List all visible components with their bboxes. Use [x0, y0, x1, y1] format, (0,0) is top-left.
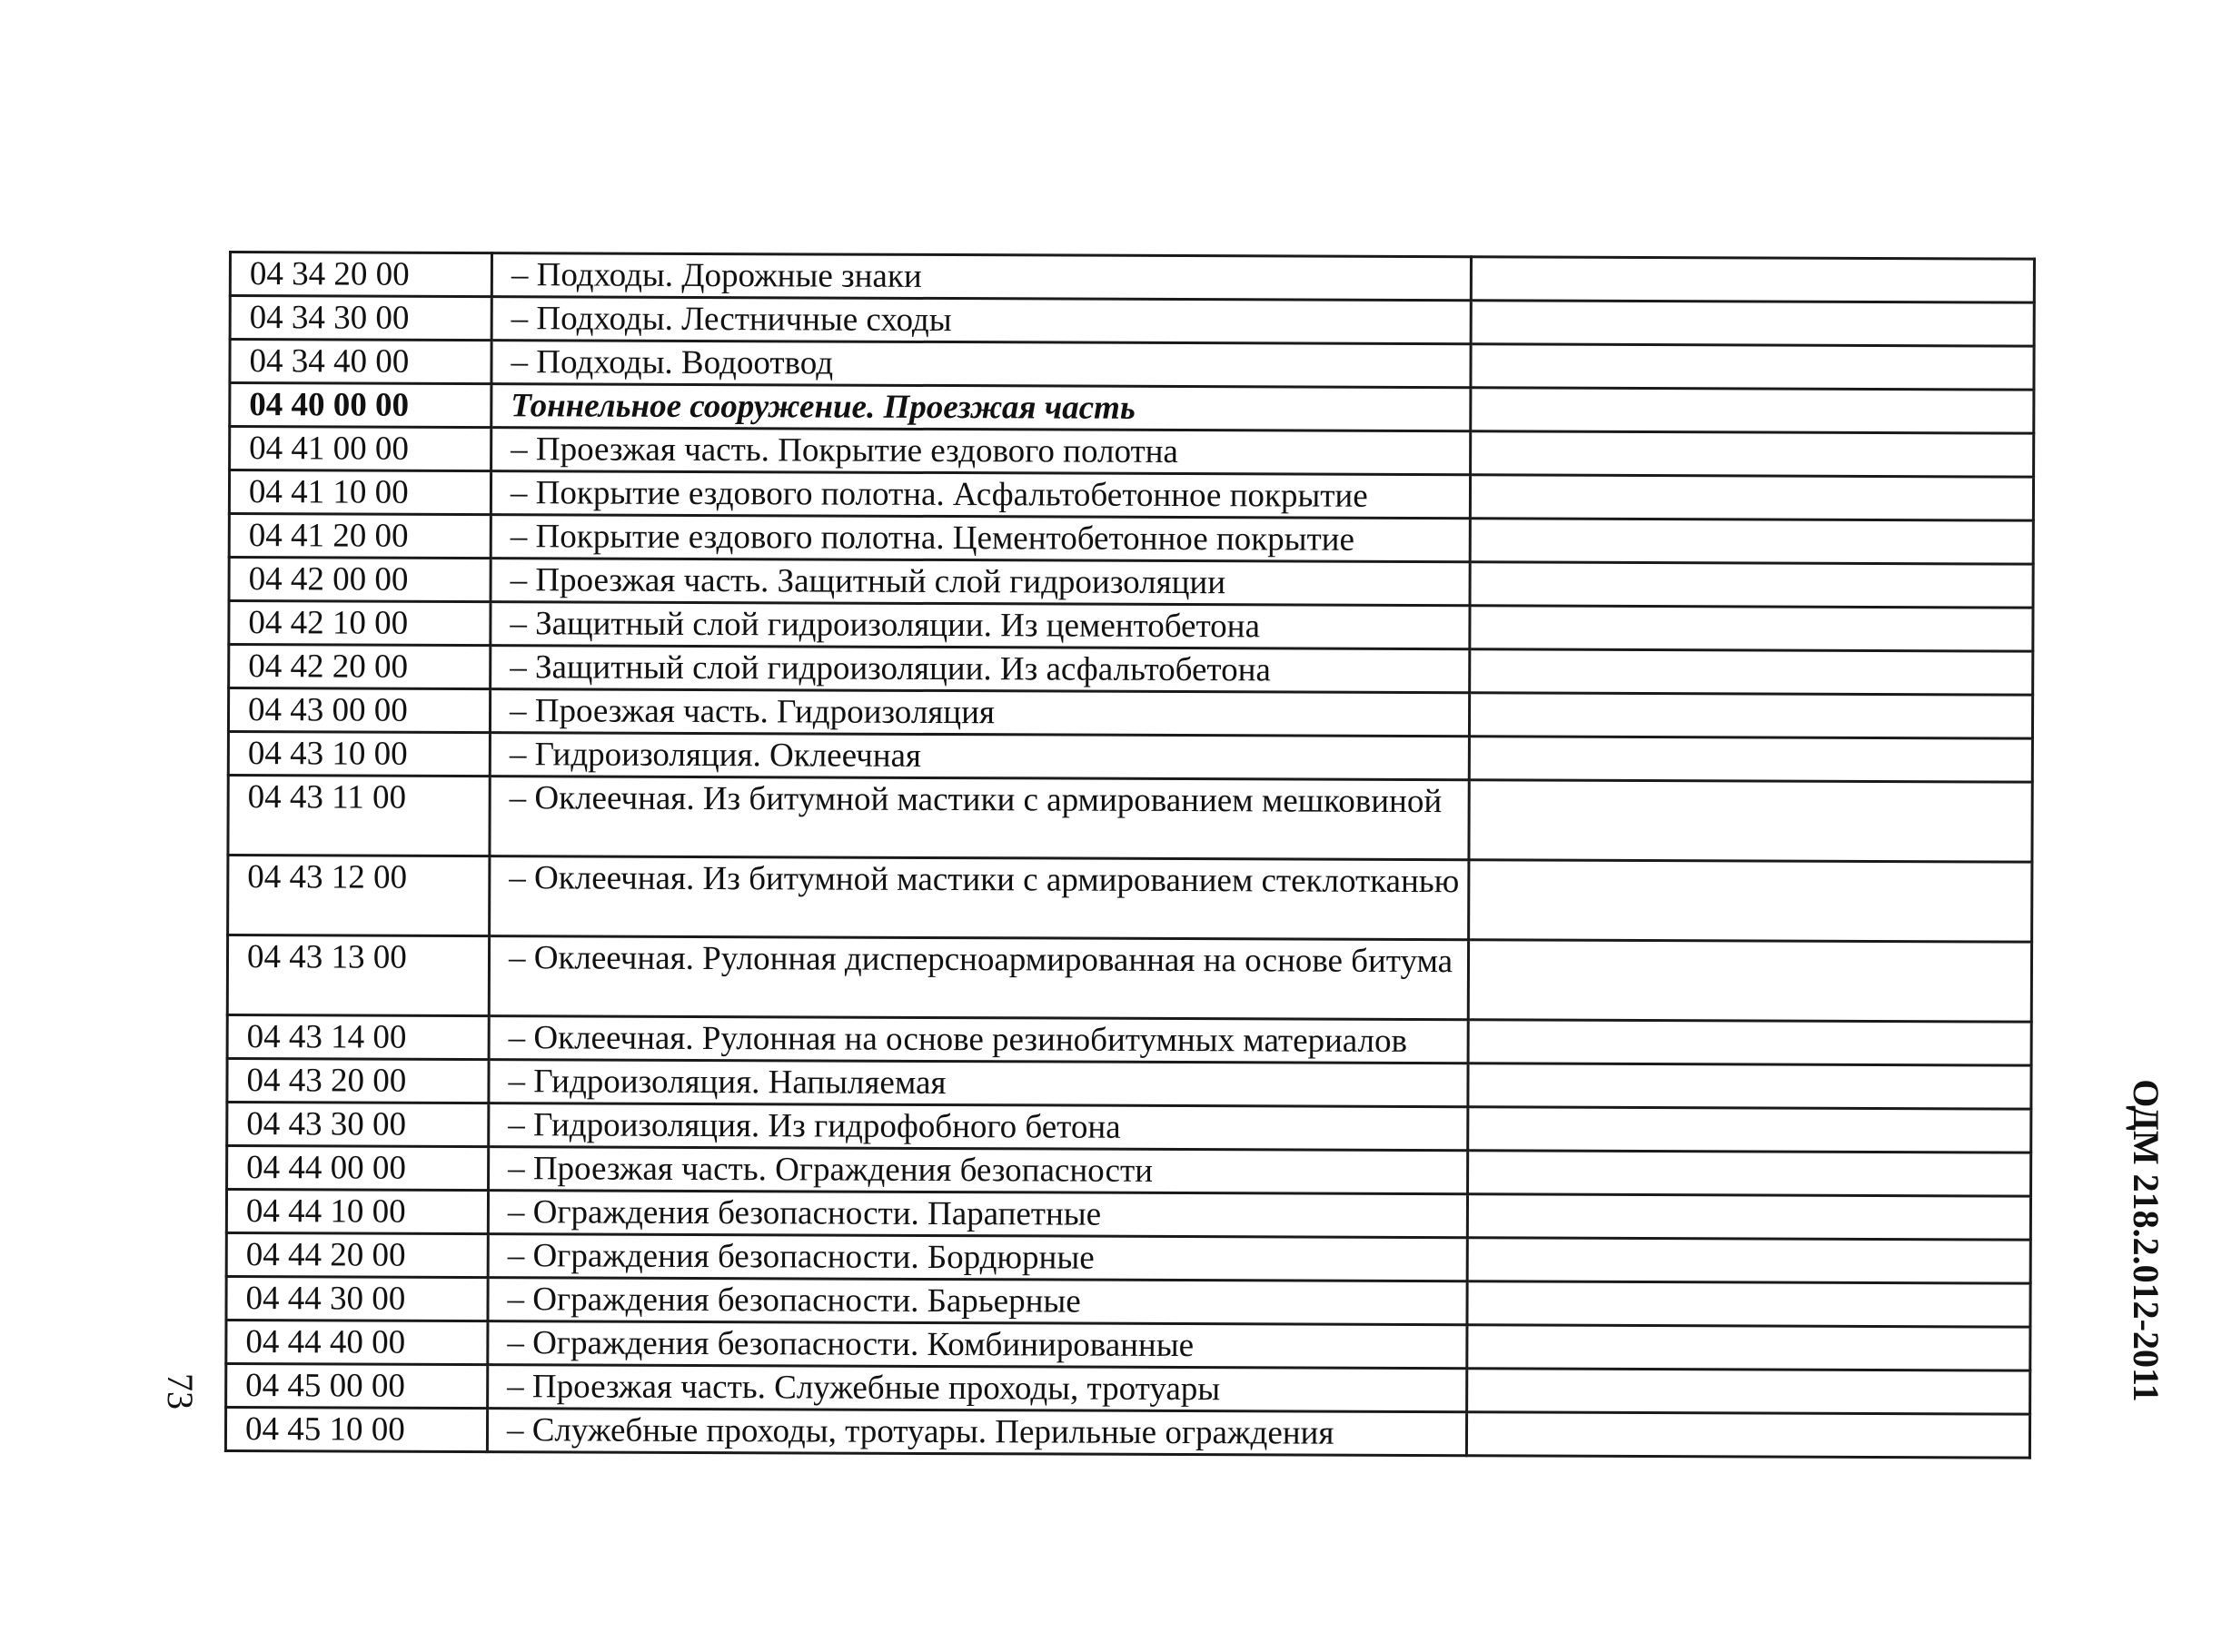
- row-code: 04 43 14 00: [227, 1014, 489, 1059]
- row-note-empty: [1468, 940, 2031, 1022]
- row-note-empty: [1471, 388, 2034, 433]
- table-row: [228, 856, 2032, 943]
- row-code: 04 43 30 00: [227, 1102, 489, 1146]
- row-note-empty: [1467, 1325, 2030, 1370]
- row-name: – Ограждения безопасности. Парапетные: [488, 1191, 1467, 1238]
- row-code: 04 42 20 00: [229, 645, 491, 689]
- row-code: 04 44 30 00: [226, 1276, 488, 1321]
- row-name: – Оклеечная. Из битумной мастики с армированием стеклотканью: [490, 856, 1469, 940]
- row-note-empty: [1466, 1412, 2029, 1458]
- row-note-empty: [1469, 780, 2032, 862]
- table-row: [225, 1407, 2029, 1458]
- row-code: 04 43 20 00: [227, 1058, 489, 1103]
- table-row: [227, 1102, 2031, 1152]
- row-name: – Гидроизоляция. Оклеечная: [490, 733, 1469, 780]
- row-code: 04 44 00 00: [227, 1145, 489, 1190]
- table-row: [228, 688, 2032, 739]
- table-row: [230, 427, 2034, 478]
- table-row: [226, 1232, 2030, 1283]
- row-note-empty: [1469, 693, 2032, 738]
- table-row: [226, 1363, 2030, 1414]
- row-name: – Ограждения безопасности. Комбинированные: [488, 1321, 1467, 1369]
- row-code: 04 41 20 00: [229, 514, 491, 559]
- row-code: 04 34 40 00: [230, 340, 491, 384]
- row-name: – Оклеечная. Из битумной мастики с армированием мешковиной: [490, 777, 1469, 860]
- table-row: [230, 296, 2034, 347]
- table-row: [227, 1058, 2031, 1109]
- row-note-empty: [1468, 1151, 2031, 1196]
- page-number: 73: [160, 1373, 201, 1410]
- row-code: 04 34 30 00: [230, 296, 491, 341]
- row-name: – Служебные проходы, тротуары. Перильные ограждения: [487, 1409, 1466, 1456]
- table-row: [226, 1276, 2030, 1327]
- row-note-empty: [1471, 344, 2034, 390]
- row-name: – Проезжая часть. Ограждения безопасности: [489, 1147, 1468, 1194]
- row-name: – Покрытие ездового полотна. Цементобетонное покрытие: [491, 515, 1470, 562]
- row-code: 04 41 00 00: [230, 427, 491, 471]
- table-row: [230, 383, 2034, 434]
- table-row: [229, 514, 2033, 565]
- row-note-empty: [1469, 860, 2032, 942]
- row-name: – Защитный слой гидроизоляции. Из асфальтобетона: [491, 646, 1470, 693]
- table-row: [229, 558, 2033, 608]
- row-code: 04 34 20 00: [230, 252, 491, 297]
- document-code: ОДМ 218.2.012-2011: [2126, 1079, 2167, 1402]
- row-code: 04 41 10 00: [229, 470, 491, 515]
- classifier-table: [224, 251, 2036, 1459]
- row-note-empty: [1470, 519, 2033, 564]
- row-code: 04 43 12 00: [228, 856, 490, 936]
- table-row: [227, 1145, 2031, 1196]
- row-note-empty: [1468, 1020, 2031, 1065]
- row-note-empty: [1471, 257, 2034, 302]
- row-note-empty: [1467, 1238, 2030, 1283]
- row-note-empty: [1471, 301, 2034, 346]
- row-code: 04 44 40 00: [226, 1320, 488, 1364]
- row-note-empty: [1471, 431, 2034, 477]
- row-note-empty: [1467, 1194, 2030, 1240]
- table-row: [226, 1189, 2030, 1240]
- row-note-empty: [1470, 606, 2033, 651]
- table-row: [226, 1320, 2030, 1370]
- row-code: 04 40 00 00: [230, 383, 491, 428]
- row-name: – Проезжая часть. Служебные проходы, тротуары: [488, 1365, 1467, 1412]
- row-name: – Гидроизоляция. Напыляемая: [489, 1060, 1468, 1107]
- row-name: – Оклеечная. Рулонная на основе резинобитумных материалов: [489, 1016, 1468, 1063]
- table-row: [227, 935, 2031, 1023]
- table-row: [228, 732, 2032, 783]
- row-note-empty: [1468, 1107, 2031, 1152]
- table-row: [229, 470, 2033, 521]
- row-code: 04 44 10 00: [226, 1189, 488, 1233]
- row-note-empty: [1468, 1063, 2031, 1109]
- row-name: – Покрытие ездового полотна. Асфальтобетонное покрытие: [491, 471, 1470, 519]
- row-name: Тоннельное сооружение. Проезжая часть: [491, 384, 1471, 431]
- row-code: 04 43 00 00: [228, 688, 490, 733]
- classifier-table-body: [225, 252, 2034, 1459]
- row-code: 04 42 00 00: [229, 558, 491, 602]
- row-name: – Подходы. Дорожные знаки: [491, 253, 1471, 301]
- row-name: – Ограждения безопасности. Бордюрные: [488, 1234, 1467, 1281]
- row-name: – Ограждения безопасности. Барьерные: [488, 1278, 1467, 1325]
- row-name: – Проезжая часть. Покрытие ездового полотна: [491, 428, 1471, 475]
- row-note-empty: [1470, 649, 2033, 695]
- row-name: – Подходы. Водоотвод: [491, 341, 1471, 388]
- table-row: [228, 776, 2032, 863]
- row-code: 04 44 20 00: [226, 1232, 488, 1277]
- row-note-empty: [1467, 1369, 2030, 1414]
- row-note-empty: [1470, 562, 2033, 608]
- row-code: 04 43 11 00: [228, 776, 490, 856]
- row-name: – Проезжая часть. Защитный слой гидроизоляции: [491, 559, 1470, 606]
- table-row: [230, 252, 2034, 303]
- row-name: – Защитный слой гидроизоляции. Из цементобетона: [491, 602, 1470, 649]
- row-code: 04 45 00 00: [226, 1363, 488, 1408]
- row-name: – Оклеечная. Рулонная дисперсноармированная на основе битума: [489, 936, 1468, 1020]
- table-row: [229, 601, 2033, 652]
- table-row: [229, 645, 2033, 696]
- row-code: 04 45 10 00: [225, 1407, 487, 1451]
- table-row: [230, 340, 2034, 391]
- row-name: – Гидроизоляция. Из гидрофобного бетона: [489, 1103, 1468, 1151]
- row-note-empty: [1469, 737, 2032, 782]
- row-name: – Проезжая часть. Гидроизоляция: [490, 689, 1469, 737]
- row-note-empty: [1470, 475, 2033, 520]
- row-name: – Подходы. Лестничные сходы: [491, 297, 1471, 344]
- table-row: [227, 1014, 2031, 1065]
- row-code: 04 43 10 00: [228, 732, 490, 777]
- row-code: 04 42 10 00: [229, 601, 491, 646]
- row-note-empty: [1467, 1281, 2030, 1327]
- row-code: 04 43 13 00: [227, 935, 489, 1016]
